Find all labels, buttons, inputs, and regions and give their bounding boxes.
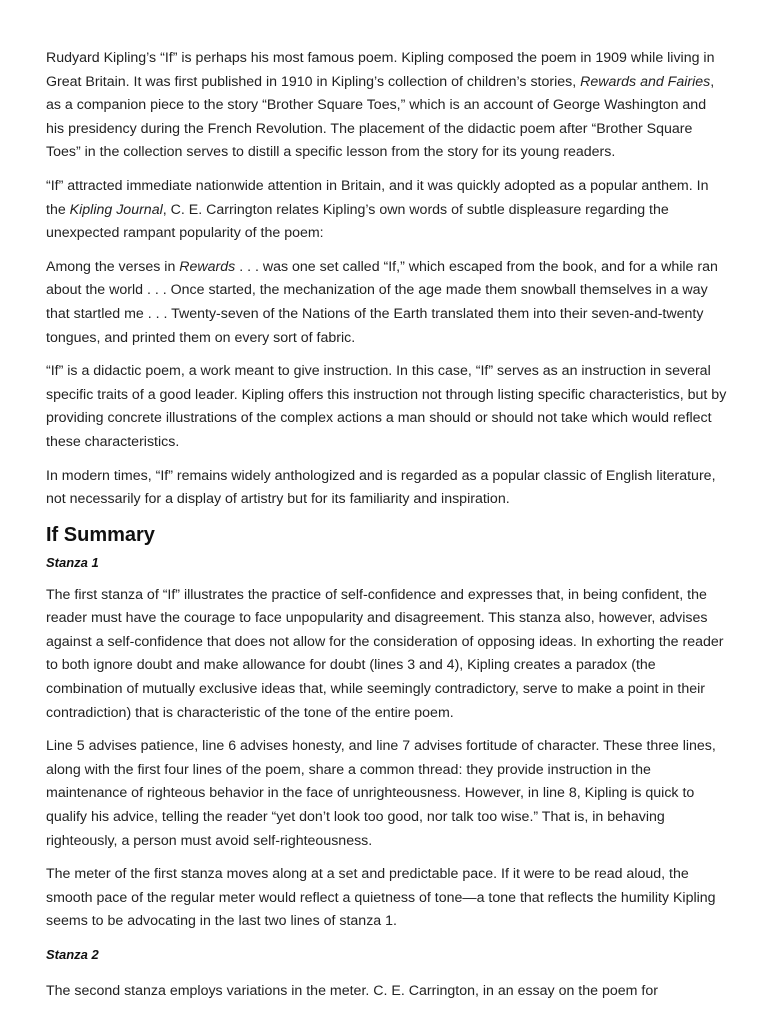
intro-paragraph-2-text-a: “If” attracted immediate nationwide attention in Britain, and it was quickly adopted as a popular anthem. In the: [46, 177, 709, 218]
kipling-quote-text-a: Among the verses in: [46, 258, 180, 275]
stanza-1-label: Stanza 1: [46, 554, 99, 570]
kipling-quote: [46, 256, 728, 350]
intro-paragraph-5: In modern times, “If” remains widely anthologized and is regarded as a popular classic of English literature, not necessarily for a display of artistry but for its familiarity and inspiration.: [46, 467, 716, 508]
intro-paragraph-2: [46, 175, 728, 246]
intro-paragraph-1-text-a: Rudyard Kipling’s “If” is perhaps his most famous poem. Kipling composed the poem in 1909 while living in Great Britain. It was first published in 1910 in Kipling’s collection of children’s stories,: [46, 50, 715, 90]
summary-heading: If Summary: [46, 523, 155, 546]
stanza-1-paragraph-3: The meter of the first stanza moves along at a set and predictable pace. If it were to be read aloud, the smooth pace of the regular meter would reflect a quietness of tone—a tone that reflects the humility Kipling seems to be advocating in the last two lines of stanza 1.: [46, 866, 716, 930]
kipling-quote-text-b: . . . was one set called “If,” which escaped from the book, and for a while ran about the world . . . Once started, the mechanization of the age made them snowball themselves in a way that startled me . . . Twenty-seven of the Nations of the Earth translated them into their seven-and-twenty tongues, and printed them on every sort of fabric.: [46, 258, 718, 346]
book-title-rewards: Rewards: [179, 258, 236, 275]
stanza-1-paragraph-1: The first stanza of “If” illustrates the practice of self-confidence and expresses that, in being confident, the reader must have the courage to face unpopularity and disagreement. This stanza also, however, advises against a self-confidence that does not allow for the consideration of opposing ideas. In exhorting the reader to both ignore doubt and make allowance for doubt (lines 3 and 4), Kipling creates a paradox (the combination of mutually exclusive ideas that, while seemingly contradictory, serve to make a point in their contradiction) that is characteristic of the tone of the entire poem.: [46, 586, 724, 721]
stanza-2-label: Stanza 2: [46, 947, 99, 962]
book-title-rewards-and-fairies: Rewards and Fairies: [580, 73, 711, 90]
article: [46, 47, 728, 1014]
intro-paragraph-1-text-b: , as a companion piece to the story “Brother Square Toes,” which is an account of George Washington and his presidency during the French Revolution. The placement of the didactic poem after “Brother Square Toes” in the collection serves to distill a specific lesson from the story for its young readers.: [46, 73, 715, 161]
journal-title-kipling-journal: Kipling Journal: [69, 201, 163, 218]
intro-paragraph-4: “If” is a didactic poem, a work meant to give instruction. In this case, “If” serves as an instruction in several specific traits of a good leader. Kipling offers this instruction not through listing specific characteristics, but by providing concrete illustrations of the complex actions a man should or should not take which would reflect these characteristics.: [46, 363, 727, 450]
intro-paragraph-1: [46, 47, 728, 165]
intro-paragraph-2-text-b: , C. E. Carrington relates Kipling’s own words of subtle displeasure regarding the unexpected rampant popularity of the poem:: [46, 201, 669, 242]
stanza-1-paragraph-2: Line 5 advises patience, line 6 advises honesty, and line 7 advises fortitude of character. These three lines, along with the first four lines of the poem, share a common thread: they provide instruction in the maintenance of righteous behavior in the face of unrighteousness. However, in line 8, Kipling is quick to qualify his advice, telling the reader “yet don’t look too good, nor talk too wise.” That is, in behaving righteously, a person must avoid self-righteousness.: [46, 738, 716, 849]
stanza-2-paragraph-1: The second stanza employs variations in the meter. C. E. Carrington, in an essay on the poem for: [46, 983, 658, 999]
